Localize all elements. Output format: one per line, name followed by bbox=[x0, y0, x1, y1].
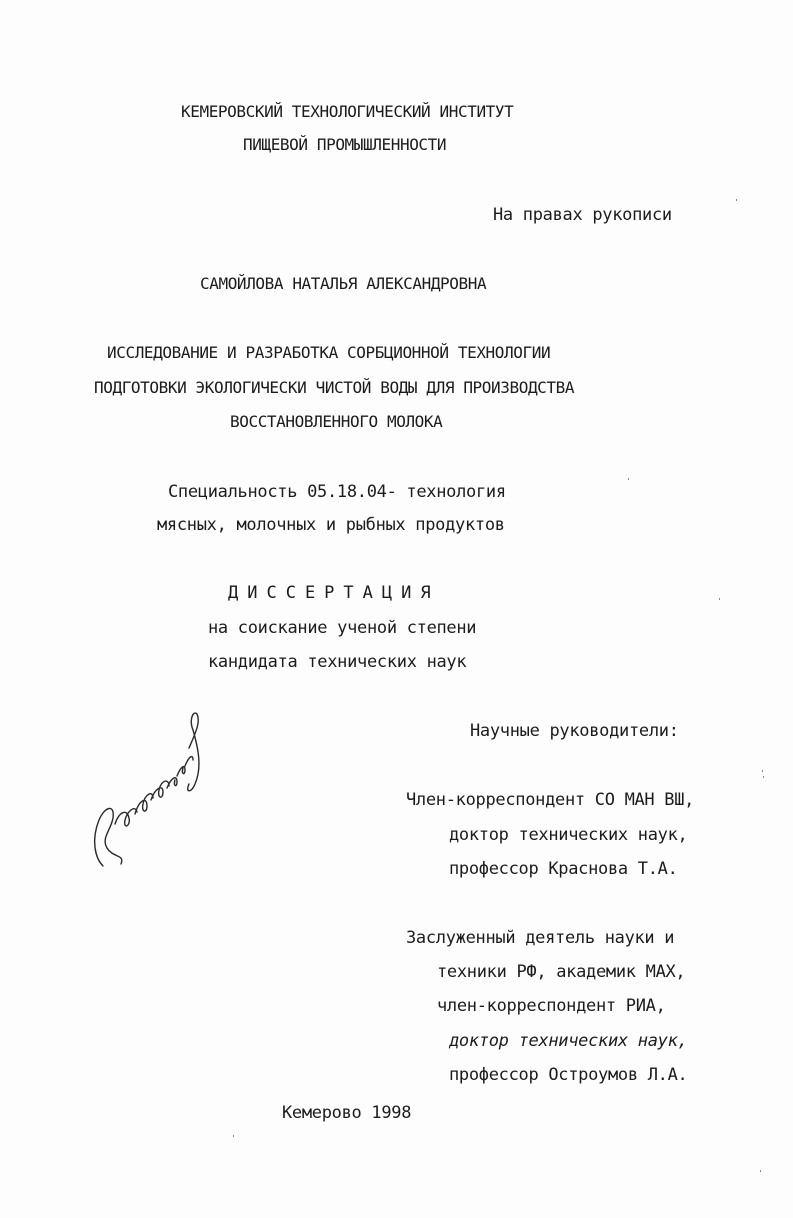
degree-line2: кандидата технических наук bbox=[208, 652, 467, 672]
degree-line1: на соискание ученой степени bbox=[208, 618, 477, 638]
author-name: САМОЙЛОВА НАТАЛЬЯ АЛЕКСАНДРОВНА bbox=[200, 274, 487, 293]
supervisor2-line1: Заслуженный деятель науки и bbox=[406, 928, 675, 948]
supervisor2-line3: член-корреспондент РИА, bbox=[437, 996, 666, 1016]
thesis-title-line1: ИССЛЕДОВАНИЕ И РАЗРАБОТКА СОРБЦИОННОЙ ТЕХНОЛОГИИ bbox=[107, 343, 551, 362]
supervisors-heading: Научные руководители: bbox=[470, 721, 679, 741]
rights-note: На правах рукописи bbox=[493, 205, 672, 225]
scan-speck bbox=[719, 598, 720, 600]
institute-name-line2: ПИЩЕВОЙ ПРОМЫШЛЕННОСТИ bbox=[243, 135, 447, 154]
scan-speck bbox=[233, 1135, 234, 1137]
supervisor1-line3: профессор Краснова Т.А. bbox=[449, 859, 678, 879]
thesis-title-line2: ПОДГОТОВКИ ЭКОЛОГИЧЕСКИ ЧИСТОЙ ВОДЫ ДЛЯ ПРОИЗВОДСТВА bbox=[94, 378, 575, 397]
scan-speck bbox=[763, 776, 764, 778]
supervisor2-line5: профессор Остроумов Л.А. bbox=[449, 1065, 688, 1085]
supervisor2-line4: доктор технических наук, bbox=[449, 1031, 688, 1051]
institute-name-line1: КЕМЕРОВСКИЙ ТЕХНОЛОГИЧЕСКИЙ ИНСТИТУТ bbox=[181, 102, 514, 121]
supervisor1-line1: Член-корреспондент СО МАН ВШ, bbox=[406, 790, 695, 810]
city-year: Кемерово 1998 bbox=[282, 1103, 412, 1123]
scan-speck bbox=[762, 770, 763, 772]
thesis-title-line3: ВОССТАНОВЛЕННОГО МОЛОКА bbox=[230, 412, 443, 431]
document-type-heading: ДИССЕРТАЦИЯ bbox=[228, 583, 440, 603]
handwritten-signature bbox=[85, 708, 210, 878]
specialty-line1: Специальность 05.18.04- технология bbox=[168, 482, 506, 502]
scan-speck bbox=[736, 199, 737, 201]
specialty-line2: мясных, молочных и рыбных продуктов bbox=[157, 515, 505, 535]
supervisor1-line2: доктор технических наук, bbox=[449, 825, 688, 845]
scan-speck bbox=[760, 1170, 761, 1172]
scan-speck bbox=[628, 478, 629, 480]
supervisor2-line2: техники РФ, академик МАХ, bbox=[437, 962, 686, 982]
